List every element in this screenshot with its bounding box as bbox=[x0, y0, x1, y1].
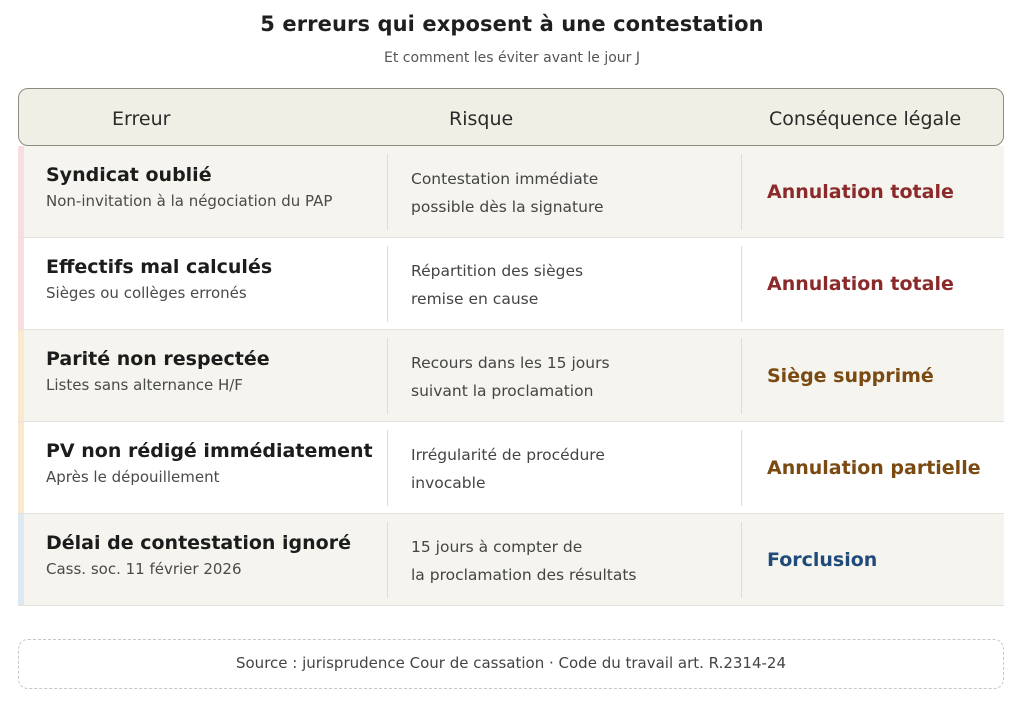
table-row bbox=[18, 146, 1004, 238]
column-divider bbox=[741, 338, 742, 414]
error-subtitle: Non-invitation à la négociation du PAP bbox=[46, 192, 333, 210]
consequence-label: Annulation partielle bbox=[767, 457, 981, 479]
error-subtitle: Cass. soc. 11 février 2026 bbox=[46, 560, 242, 578]
risk-cell bbox=[411, 441, 731, 497]
table-row bbox=[18, 422, 1004, 514]
source-note: Source : jurisprudence Cour de cassation · Code du travail art. R.2314-24 bbox=[18, 639, 1004, 689]
risk-line: Contestation immédiate bbox=[411, 170, 599, 188]
column-divider bbox=[741, 246, 742, 322]
risk-cell bbox=[411, 257, 731, 313]
risk-line: la proclamation des résultats bbox=[411, 566, 637, 584]
risk-line: Répartition des sièges bbox=[411, 262, 584, 280]
error-cell bbox=[46, 164, 386, 210]
column-divider bbox=[741, 522, 742, 598]
severity-stripe bbox=[18, 238, 24, 329]
errors-table bbox=[18, 88, 1004, 606]
table-row bbox=[18, 238, 1004, 330]
severity-stripe bbox=[18, 146, 24, 237]
header-consequence: Conséquence légale bbox=[769, 108, 962, 130]
page-subtitle: Et comment les éviter avant le jour J bbox=[384, 50, 640, 66]
risk-line: possible dès la signature bbox=[411, 198, 604, 216]
severity-stripe bbox=[18, 330, 24, 421]
risk-line: remise en cause bbox=[411, 290, 539, 308]
consequence-label: Forclusion bbox=[767, 549, 878, 571]
error-subtitle: Listes sans alternance H/F bbox=[46, 376, 243, 394]
error-cell bbox=[46, 532, 386, 578]
table-row bbox=[18, 514, 1004, 606]
column-divider bbox=[387, 154, 388, 230]
risk-line: Irrégularité de procédure bbox=[411, 446, 605, 464]
consequence-label: Annulation totale bbox=[767, 273, 954, 295]
error-title: Parité non respectée bbox=[46, 348, 270, 370]
risk-line: Recours dans les 15 jours bbox=[411, 354, 610, 372]
risk-cell bbox=[411, 165, 731, 221]
error-title: Syndicat oublié bbox=[46, 164, 212, 186]
error-cell bbox=[46, 256, 386, 302]
consequence-label: Annulation totale bbox=[767, 181, 954, 203]
column-divider bbox=[387, 522, 388, 598]
error-subtitle: Sièges ou collèges erronés bbox=[46, 284, 247, 302]
error-cell bbox=[46, 440, 386, 486]
error-cell bbox=[46, 348, 386, 394]
page-title: 5 erreurs qui exposent à une contestation bbox=[260, 12, 764, 36]
risk-line: suivant la proclamation bbox=[411, 382, 594, 400]
error-subtitle: Après le dépouillement bbox=[46, 468, 220, 486]
table-header bbox=[18, 88, 1004, 146]
risk-cell bbox=[411, 533, 731, 589]
column-divider bbox=[741, 154, 742, 230]
error-title: Effectifs mal calculés bbox=[46, 256, 273, 278]
severity-stripe bbox=[18, 514, 24, 605]
header-risque: Risque bbox=[449, 108, 514, 130]
table-row bbox=[18, 330, 1004, 422]
risk-line: invocable bbox=[411, 474, 486, 492]
consequence-label: Siège supprimé bbox=[767, 365, 934, 387]
error-title: Délai de contestation ignoré bbox=[46, 532, 351, 554]
error-title: PV non rédigé immédiatement bbox=[46, 440, 373, 462]
column-divider bbox=[741, 430, 742, 506]
column-divider bbox=[387, 430, 388, 506]
column-divider bbox=[387, 246, 388, 322]
risk-cell bbox=[411, 349, 731, 405]
severity-stripe bbox=[18, 422, 24, 513]
column-divider bbox=[387, 338, 388, 414]
header-erreur: Erreur bbox=[112, 108, 171, 130]
risk-line: 15 jours à compter de bbox=[411, 538, 583, 556]
